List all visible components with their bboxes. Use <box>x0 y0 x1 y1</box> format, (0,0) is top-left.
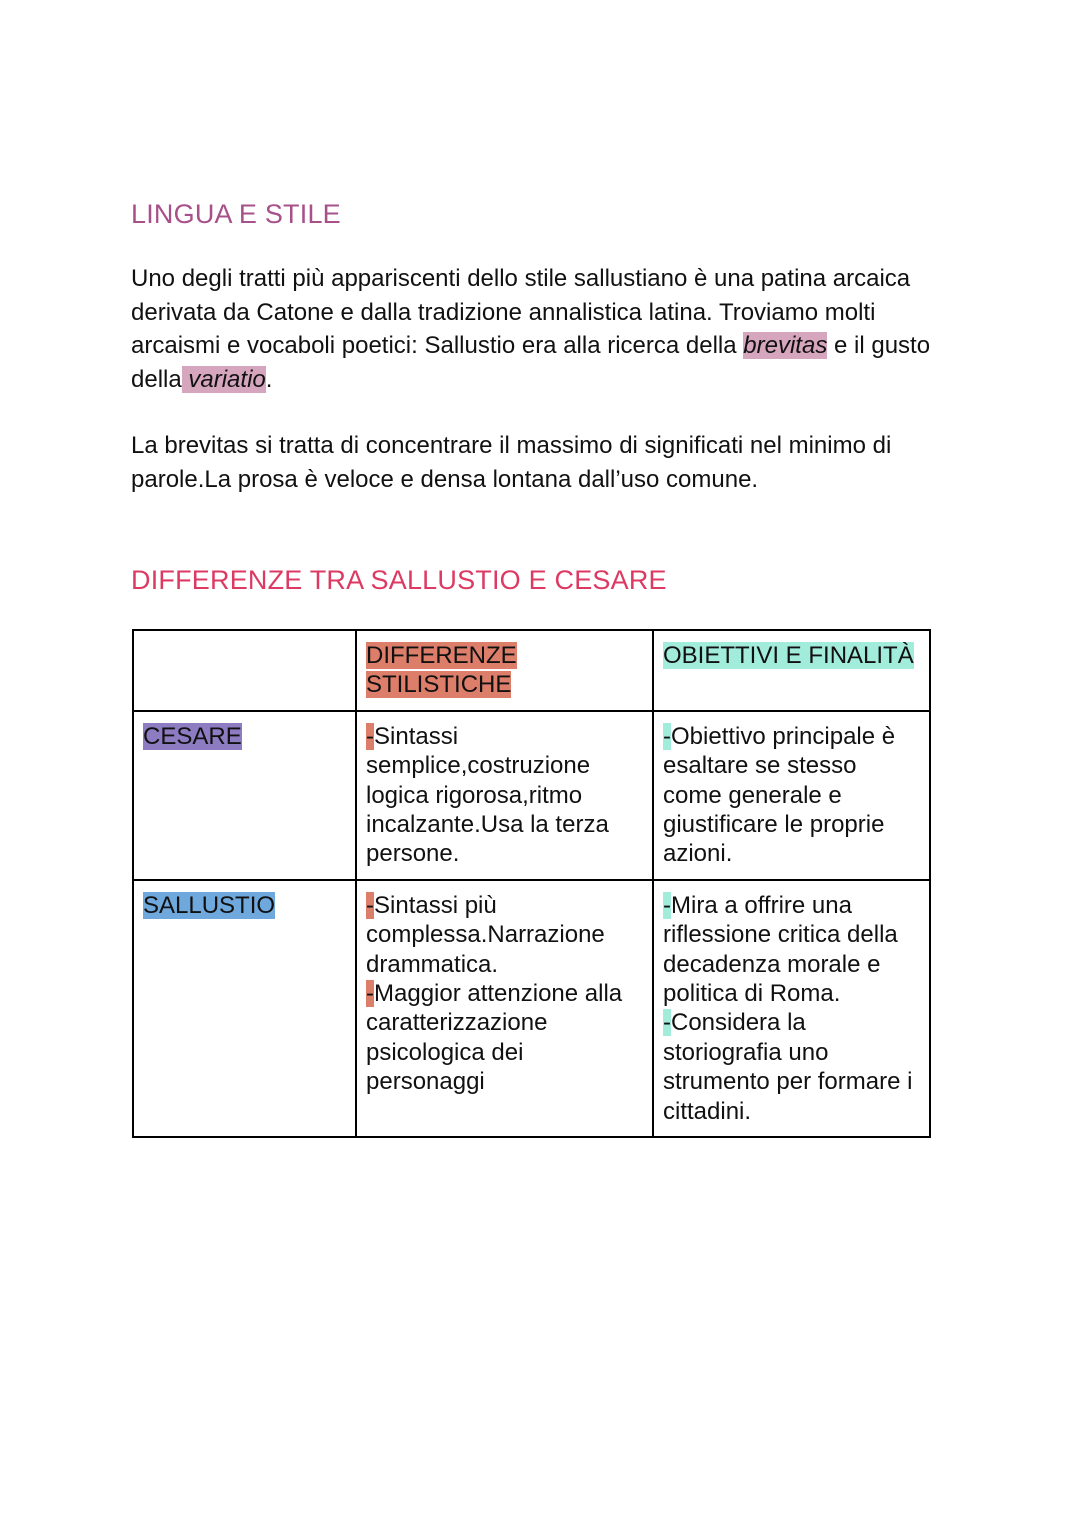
table-row <box>133 711 930 880</box>
cell-item-text: Sintassi più complessa.Narrazione drammatica. <box>366 891 605 978</box>
row-label-cell <box>133 880 356 1137</box>
cell-item <box>663 1008 921 1126</box>
table-cell-goals <box>653 880 930 1137</box>
table-row <box>133 880 930 1137</box>
row-label-sallustio: SALLUSTIO <box>143 891 276 919</box>
cell-item <box>366 891 644 979</box>
section-title-lingua-e-stile: LINGUA E STILE <box>131 199 341 229</box>
header-obiettivi-finalita: OBIETTIVI E FINALITÀ <box>663 642 914 669</box>
table-cell-goals <box>653 711 930 880</box>
table-header-cell <box>356 630 653 711</box>
paragraph-text-end: . <box>265 365 273 393</box>
table-header-row <box>133 630 930 711</box>
cell-item <box>663 722 921 869</box>
paragraph-style-intro <box>131 262 961 396</box>
term-variatio: variatio <box>181 365 266 393</box>
cell-item-text: Sintassi semplice,costruzione logica rigorosa,ritmo incalzante.Usa la terza persone. <box>366 722 609 868</box>
section-title-differenze: DIFFERENZE TRA SALLUSTIO E CESARE <box>131 565 667 595</box>
comparison-table <box>132 629 931 1138</box>
table-cell-stylistic <box>356 711 653 880</box>
cell-item-text: Mira a offrire una riflessione critica della decadenza morale e politica di Roma. <box>663 891 898 1008</box>
dash-marker: - <box>663 891 671 919</box>
paragraph-text-middle: e il gusto della <box>131 332 931 393</box>
paragraph-brevitas-definition: La brevitas si tratta di concentrare il massimo di significati nel minimo di parole.La prosa è veloce e densa lontana dall’uso comune. <box>131 432 892 493</box>
table-cell-stylistic <box>356 880 653 1137</box>
cell-item-text: Considera la storiografia uno strumento per formare i cittadini. <box>663 1009 913 1125</box>
cell-item-text: Maggior attenzione alla caratterizzazione psicologica dei personaggi <box>366 980 623 1096</box>
cell-item <box>366 722 644 869</box>
header-differenze-stilistiche: DIFFERENZE STILISTICHE <box>366 642 517 699</box>
term-brevitas: brevitas <box>743 332 828 359</box>
dash-marker: - <box>366 980 374 1008</box>
cell-item-text: Obiettivo principale è esaltare se stesso come generale e giustificare le proprie azioni. <box>663 722 896 868</box>
table-header-empty-cell <box>133 630 356 711</box>
cell-item <box>663 891 921 1009</box>
table-header-cell <box>653 630 930 711</box>
dash-marker: - <box>366 722 374 750</box>
dash-marker: - <box>663 1009 671 1037</box>
cell-item <box>366 979 644 1097</box>
dash-marker: - <box>663 722 671 750</box>
row-label-cesare: CESARE <box>143 722 242 750</box>
row-label-cell <box>133 711 356 880</box>
paragraph-text-start: Uno degli tratti più appariscenti dello stile sallustiano è una patina arcaica derivata da Catone e dalla tradizione annalistica latina. Troviamo molti arcaismi e vocaboli poetici: Sallustio era alla ricerca della <box>131 265 911 359</box>
dash-marker: - <box>366 891 374 919</box>
